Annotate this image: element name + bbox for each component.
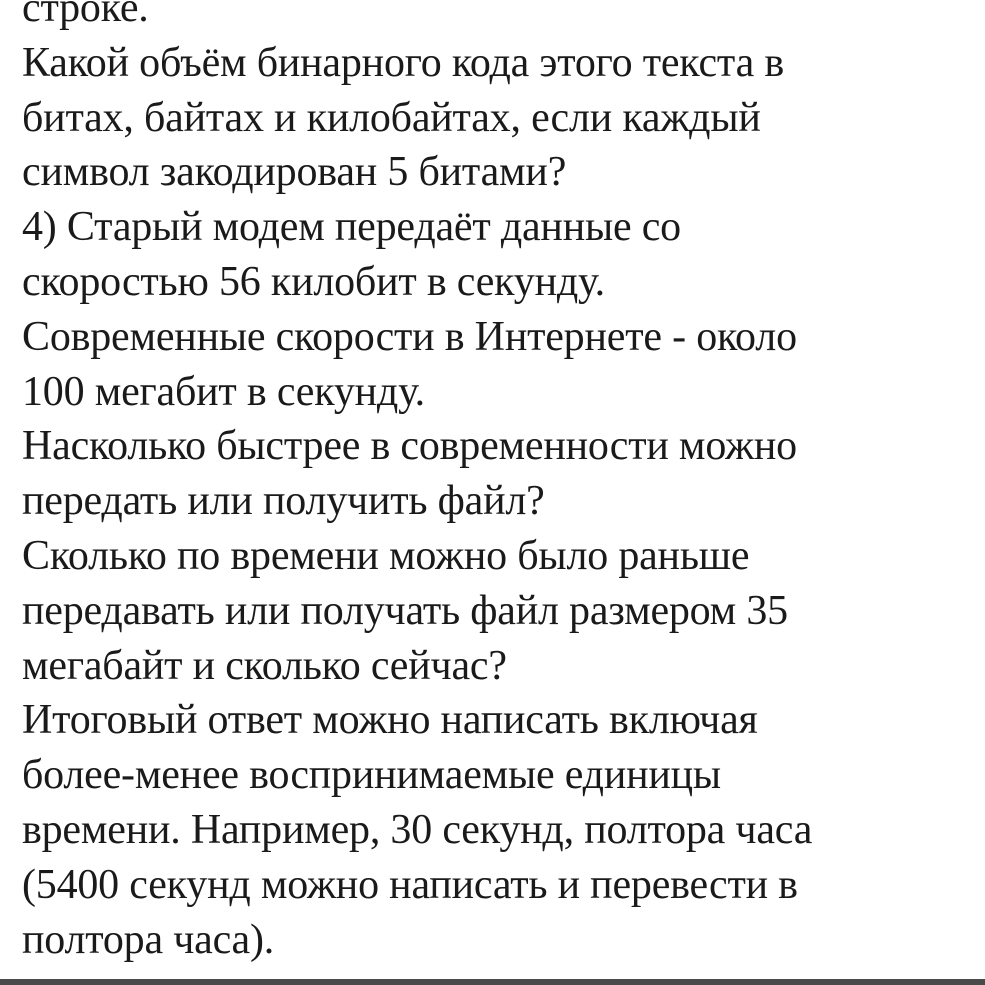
bottom-divider <box>0 979 985 985</box>
text-line: полтора часа). <box>22 916 275 963</box>
text-line: битах, байтах и килобайтах, если каждый <box>22 94 761 141</box>
text-line: времени. Например, 30 секунд, полтора часа <box>22 806 813 853</box>
text-line: мегабайт и сколько сейчас? <box>22 642 507 689</box>
document-text <box>22 0 977 967</box>
text-line: передать или получить файл? <box>22 478 545 525</box>
text-line: Какой объём бинарного кода этого текста в <box>22 39 784 86</box>
text-line: символ закодирован 5 битами? <box>22 149 567 196</box>
text-line: 100 мегабит в секунду. <box>22 368 425 415</box>
text-line: 4) Старый модем передаёт данные со <box>22 204 681 251</box>
text-line: передавать или получать файл размером 35 <box>22 587 788 634</box>
text-line: Современные скорости в Интернете - около <box>22 313 797 360</box>
text-line: Сколько по времени можно было раньше <box>22 532 750 579</box>
text-line: Насколько быстрее в современности можно <box>22 423 797 470</box>
text-line: Итоговый ответ можно написать включая <box>22 697 758 744</box>
text-line: строке. <box>22 0 149 31</box>
text-line: скоростью 56 килобит в секунду. <box>22 258 605 305</box>
text-line: (5400 секунд можно написать и перевести в <box>22 861 798 908</box>
text-line: более-менее воспринимаемые единицы <box>22 752 721 799</box>
